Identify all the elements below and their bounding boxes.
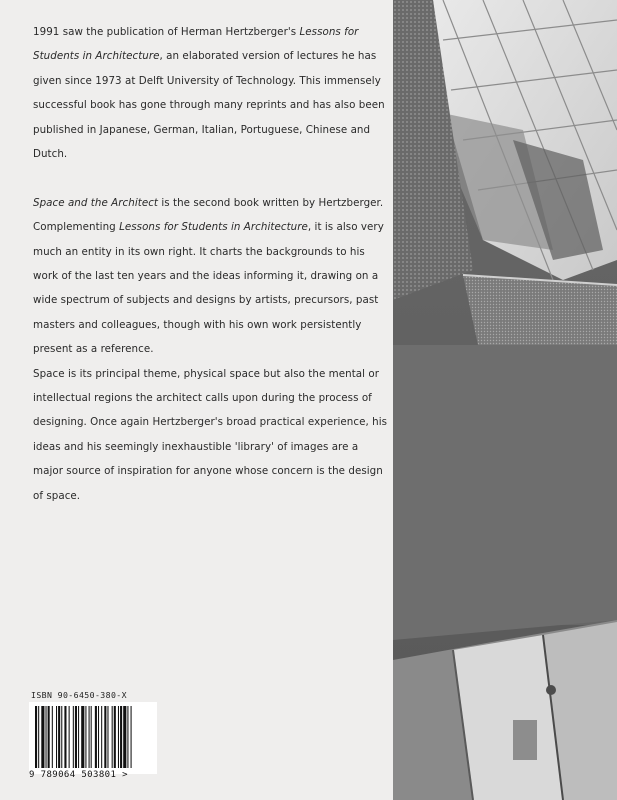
p2-middle: is the second book written by Hertzberger. Complementing <box>33 196 384 234</box>
paragraph-second-book <box>33 191 388 362</box>
p3-text: Space is its principal theme, physical space but also the mental or intellectual regions the architect calls upon during the process of designing. Once again Hertzberger's broad practical experience, his ideas and his seemingly inexhaustible 'library' of images are a major source of inspiration for anyone whose concern is the design of space. <box>33 367 388 502</box>
barcode-bars <box>29 702 157 768</box>
p2-after: , it is also very much an entity in its own right. It charts the backgrounds to his work of the last ten years and the ideas informing it, drawing on a wide spectrum of subjects and designs by artists, precursors, past masters and colleagues, though with his own work persistently present as a reference. <box>33 221 384 356</box>
barcode <box>29 702 157 774</box>
architecture-photo-graphic <box>393 0 617 800</box>
architecture-photo <box>393 0 617 800</box>
paragraph-publication-history <box>33 20 388 166</box>
book-title-lessons: Lessons for Students in Architecture <box>33 26 359 63</box>
blurb-text <box>33 20 388 508</box>
paragraph-theme <box>33 362 388 508</box>
book-title-space: Space and the Architect <box>33 196 159 209</box>
isbn-label: ISBN 90-6450-380-X <box>31 690 127 700</box>
p1-after: , an elaborated version of lectures he has given since 1973 at Delft University of Technology. This immensely successful book has gone through many reprints and has also been published in Japanese, German, Italian, Portuguese, Chinese and Dutch. <box>33 50 385 161</box>
p1-before: 1991 saw the publication of Herman Hertzberger's <box>33 26 300 38</box>
book-title-lessons-2: Lessons for Students in Architecture <box>119 221 308 234</box>
barcode-digits: 9 789064 503801 > <box>29 770 128 780</box>
